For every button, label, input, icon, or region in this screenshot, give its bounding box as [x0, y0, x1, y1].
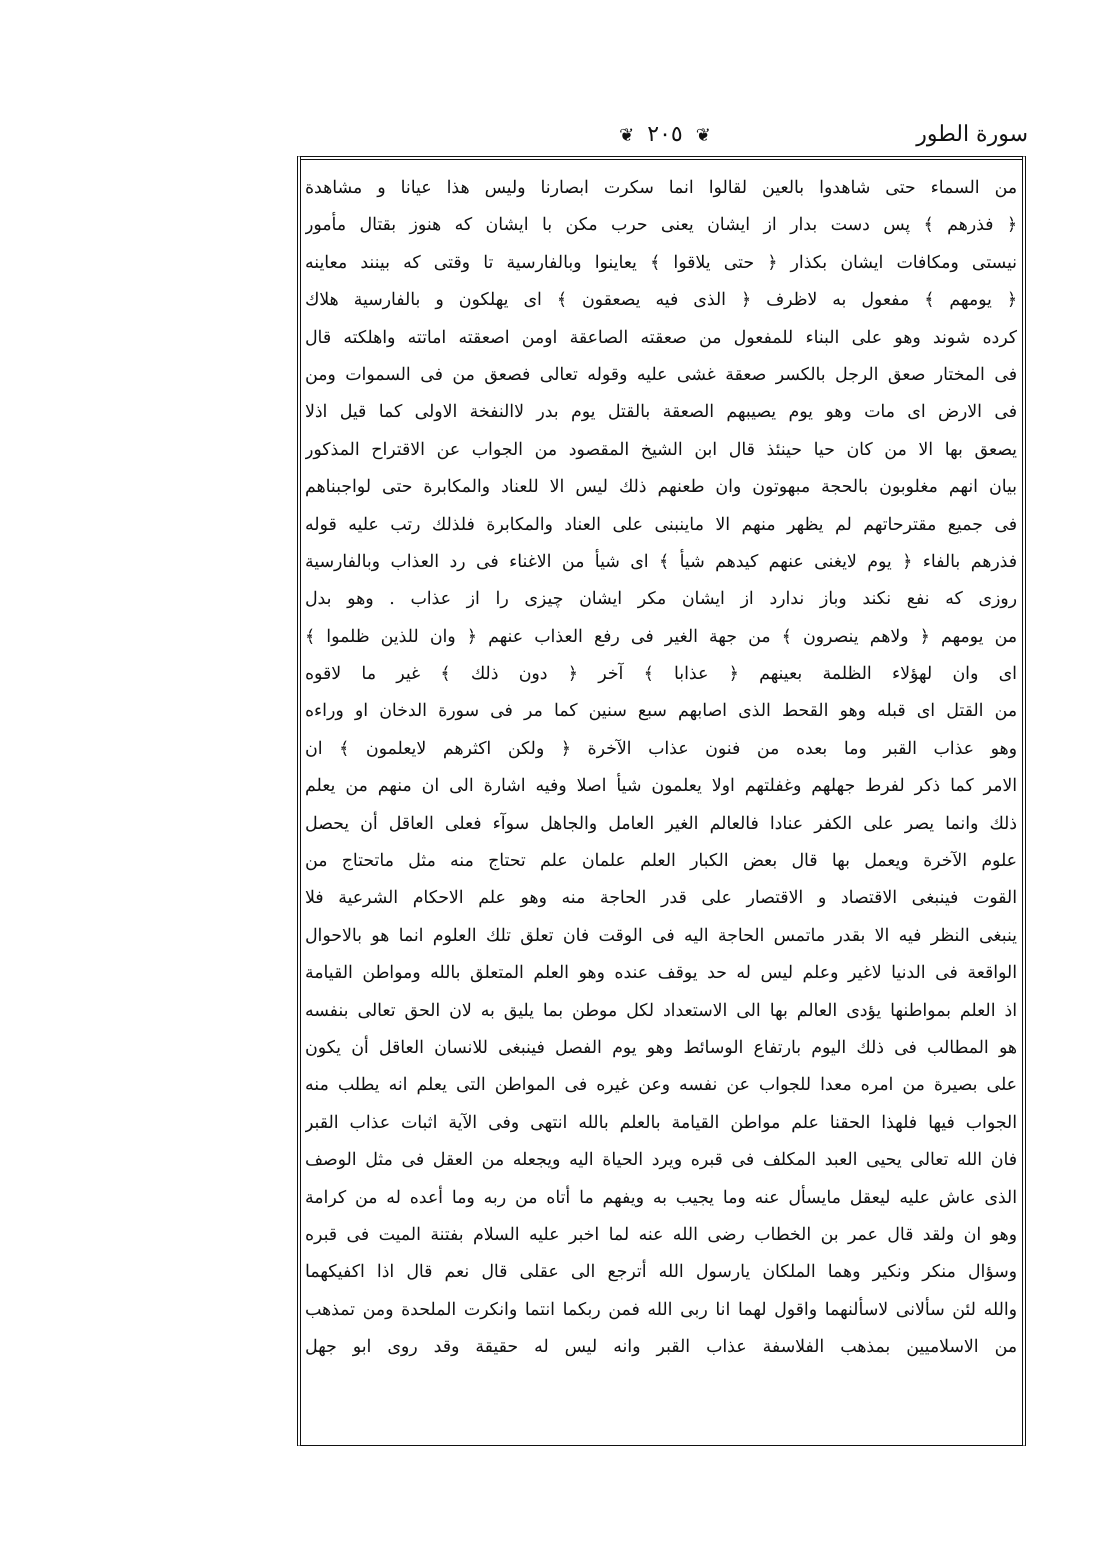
text-line: كرده شوند وهو على البناء للمفعول من صعقته الصاعقة اومن اصعقته اماتته واهلكته قال — [305, 327, 1017, 348]
text-line: الجواب فيها فلهذا الحقنا علم مواطن القيامة بالعلم بالله انتهى وفى الآية اثبات عذاب القبر — [305, 1112, 1017, 1133]
text-line: اذ العلم بمواطنها يؤدى العالم بها الى الاستعداد لكل موطن بما يليق به لان الحق تعالى بنفسه — [305, 1000, 1017, 1021]
text-line: فى الارض اى مات وهو يوم يصيبهم الصعقة بالقتل يوم بدر لاالنفخة الاولى كما قيل اذلا — [305, 402, 1017, 423]
text-line: الامر كما ذكر لفرط جهلهم وغفلتهم اولا يعلمون شيأ اصلا وفيه اشارة الى ان منهم من يعلم — [305, 776, 1017, 797]
text-line: اى وان لهؤلاء الظلمة بعينهم ﴿ عذابا ﴾ آخر ﴿ دون ذلك ﴾ غير ما لاقوه — [305, 664, 1017, 685]
page-number-wrap — [575, 122, 755, 147]
text-line: من الاسلاميين بمذهب الفلاسفة عذاب القبر وانه ليس له حقيقة وقد روى ابو جهل — [305, 1337, 1017, 1358]
surah-title: سورة الطور — [916, 122, 1028, 147]
body-text — [305, 170, 1017, 1367]
text-line: من يومهم ﴿ ولاهم ينصرون ﴾ من جهة الغير فى رفع العذاب عنهم ﴿ وان للذين ظلموا ﴾ — [305, 626, 1017, 647]
ornament-right-icon: ❦ — [695, 125, 711, 146]
text-line: القوت فينبغى الاقتصاد و الاقتصار على قدر الحاجة منه وهو علم الاحكام الشرعية فلا — [305, 888, 1017, 909]
text-line: من القتل اى قبله وهو القحط الذى اصابهم سبع سنين كما مر فى سورة الدخان او وراءه — [305, 701, 1017, 722]
text-line: وهو ان ولقد قال عمر بن الخطاب رضى الله عنه لما اخبر عليه السلام بفتنة الميت فى قبره — [305, 1224, 1017, 1245]
text-line: روزى كه نفع نكند وباز ندارد از ايشان مكر ايشان چيزى را از عذاب . وهو بدل — [305, 589, 1017, 610]
text-line: فى جميع مقترحاتهم لم يظهر منهم الا ماينبنى على العناد والمكابرة فلذلك رتب عليه قوله — [305, 514, 1017, 535]
text-line: ينبغى النظر فيه الا بقدر ماتمس الحاجة اليه فى الوقت فان تعلق تلك العلوم انما هو بالاحوال — [305, 925, 1017, 946]
text-line: فان الله تعالى يحيى العبد المكلف فى قبره ويرد الحياة اليه ويجعله من العقل فى مثل الوصف — [305, 1150, 1017, 1171]
text-line: فذرهم بالفاء ﴿ يوم لايغنى عنهم كيدهم شيأ ﴾ اى شيأ من الاغناء فى رد العذاب وبالفارسية — [305, 551, 1017, 572]
text-line: نيستى ومكافات ايشان بكذار ﴿ حتى يلاقوا ﴾ يعاينوا وبالفارسية تا وقتى كه بينند معاينه — [305, 252, 1017, 273]
ornament-left-icon: ❦ — [619, 125, 635, 146]
page-number: ٢٠٥ — [647, 122, 683, 147]
text-line: وهو عذاب القبر وما بعده من فنون عذاب الآخرة ﴿ ولكن اكثرهم لايعلمون ﴾ ان — [305, 738, 1017, 759]
text-line: ﴿ فذرهم ﴾ پس دست بدار از ايشان يعنى حرب مكن با ايشان كه هنوز بقتال مأمور — [305, 215, 1017, 236]
text-line: علوم الآخرة ويعمل بها قال بعض الكبار العلم علمان علم تحتاج منه مثل ماتحتاج من — [305, 851, 1017, 872]
text-line: فى المختار صعق الرجل بالكسر صعقة غشى عليه وقوله تعالى فصعق من فى السموات ومن — [305, 364, 1017, 385]
text-line: بيان انهم مغلوبون بالحجة مبهوتون وان طعنهم ذلك ليس الا للعناد والمكابرة حتى لواجبناهم — [305, 477, 1017, 498]
text-line: هو المطالب فى ذلك اليوم بارتفاع الوسائط وهو يوم الفصل فينبغى للانسان العاقل أن يكون — [305, 1037, 1017, 1058]
text-line: من السماء حتى شاهدوا بالعين لقالوا انما سكرت ابصارنا وليس هذا عيانا و مشاهدة — [305, 178, 1017, 198]
text-line: ﴿ يومهم ﴾ مفعول به لاظرف ﴿ الذى فيه يصعقون ﴾ اى يهلكون و بالفارسية هلاك — [305, 290, 1017, 311]
text-line: الواقعة فى الدنيا لاغير وعلم ليس له حد يوقف عنده وهو العلم المتعلق بالله ومواطن القيامة — [305, 963, 1017, 984]
text-line: وسؤال منكر ونكير وهما الملكان يارسول الله أترجع الى عقلى قال نعم قال اذا اكفيكهما — [305, 1262, 1017, 1283]
text-line: ذلك وانما يصر على الكفر عنادا فالعالم الغير العامل والجاهل سوآء فعلى العاقل أن يحصل — [305, 813, 1017, 834]
page-header — [300, 122, 1028, 156]
text-line: يصعق بها الا من كان حيا حينئذ قال ابن الشيخ المقصود من الجواب عن الاقتراح المذكور — [305, 439, 1017, 460]
text-line: الذى عاش عليه ليعقل مايسأل عنه وما يجيب به ويفهم ما أتاه من ربه وما أعده له من كرامة — [305, 1187, 1017, 1208]
text-line: على بصيرة من امره معدا للجواب عن نفسه وعن غيره فى المواطن التى يعلم انه يطلب منه — [305, 1075, 1017, 1096]
text-line: والله لئن سألانى لاسألنهما واقول لهما انا ربى الله فمن ربكما انتما وانكرت الملحدة ومن تمذهب — [305, 1299, 1017, 1320]
